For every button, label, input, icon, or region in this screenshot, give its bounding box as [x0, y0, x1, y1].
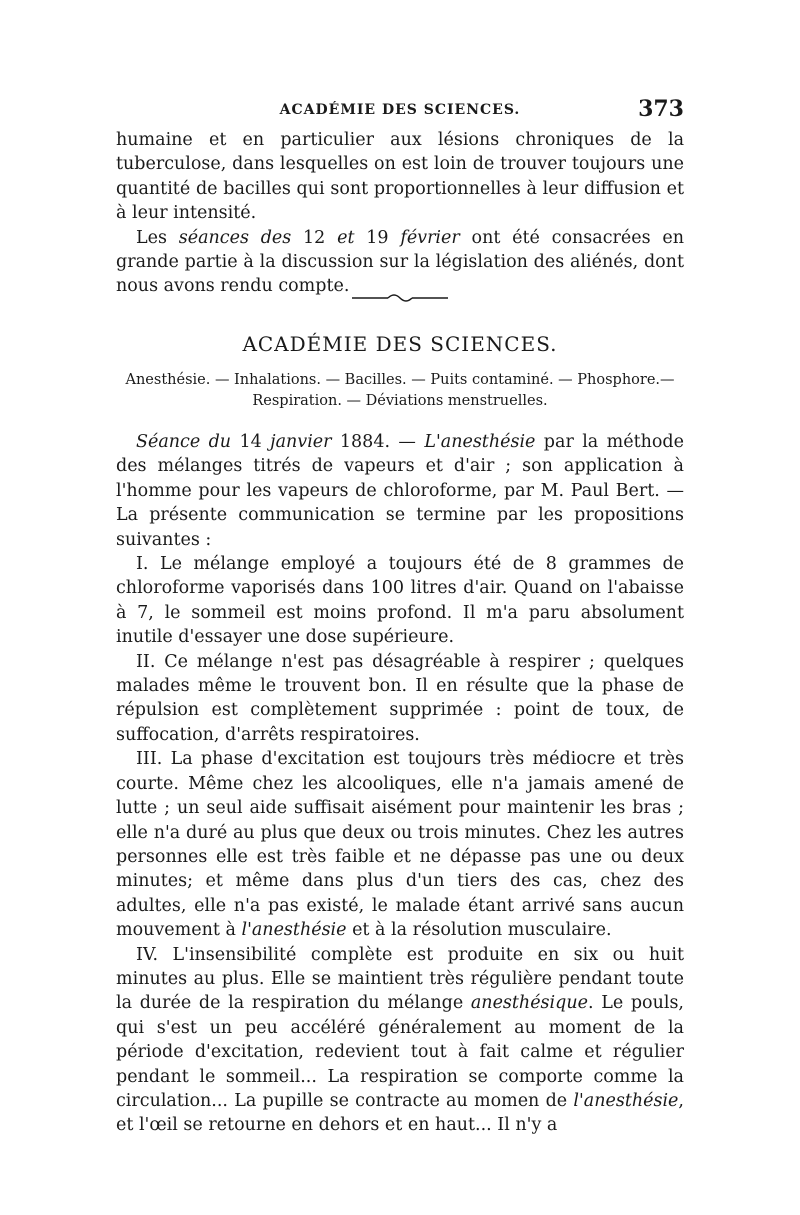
italic-run: séances des [178, 227, 292, 248]
italic-run: Séance du [136, 432, 232, 452]
intro-paragraph-1: humaine et en particulier aux lésions chroniques de la tuberculose, dans lesquelles on est loin de trouver toujours une quantité de bacilles qui sont proportionnelles à leur diffusion et à leur intensité. [116, 130, 684, 224]
summary-line-2: Respiration. — Déviations menstruelles. [252, 393, 548, 409]
text-run: . Le pouls, qui s'est un peu accéléré généralement au moment de la période d'excitation, redevient tout à fait calme et régulier pendant le sommeil... La respiration se comporte comme la circulation... La pupille se contracte au momen de [116, 993, 684, 1111]
section-divider-ornament [0, 292, 800, 306]
text-run: 19 [354, 227, 401, 248]
text-run: III. La phase d'excitation est toujours très médiocre et très courte. Même chez les alcooliques, elle n'a jamais amené de lutte ; un seul aide suffisait aisément pour maintenir les bras ; elle n'a duré au plus que deux ou trois minutes. Chez les autres personnes elle est très faible et ne dépasse pas une ou deux minutes; et même dans plus d'un tiers des cas, chez des adultes, elle n'a pas existé, le malade étant arrivé sans aucun mouvement à [116, 749, 684, 941]
intro-paragraph-2 [116, 226, 684, 299]
proposition-3 [116, 747, 684, 942]
flourish-icon [350, 292, 450, 304]
running-title: ACADÉMIE DES SCIENCES. [279, 102, 521, 118]
text-run: et à la résolution musculaire. [346, 920, 612, 941]
section-summary [116, 370, 684, 412]
session-text [116, 430, 684, 1138]
italic-run: et [337, 227, 355, 248]
section-heading: ACADÉMIE DES SCIENCES. [242, 332, 558, 356]
text-run: ont été consacrées en grande partie à la discussion sur la législation des aliénés, dont nous avons rendu compte. [116, 227, 684, 297]
proposition-2: II. Ce mélange n'est pas désagréable à respirer ; quelques malades même le trouvent bon. Il en résulte que la phase de répulsion est complètement supprimée : point de toux, de suffocation, d'arrêts respiratoires. [116, 651, 684, 745]
text-run: par la méthode des mélanges titrés de vapeurs et d'air ; son application à l'homme pour les vapeurs de chloroforme, par M. Paul Bert. — La présente communication se termine par les propositions suivantes : [116, 432, 684, 550]
text-run: IV. L'insensibilité complète est produite en six ou huit minutes au plus. Elle se maintient très régulière pendant toute la durée de la respiration du mélange [116, 944, 684, 1014]
proposition-4 [116, 943, 684, 1138]
text-run: 14 [231, 432, 271, 452]
proposition-1: I. Le mélange employé a toujours été de 8 grammes de chloroforme vaporisés dans 100 litres d'air. Quand on l'abaisse à 7, le sommeil est moins profond. Il m'a paru absolument inutile d'essayer une dose supérieure. [116, 554, 684, 648]
italic-run: L'anesthésie [424, 432, 536, 452]
text-run: , et l'œil se retourne en dehors et en haut... Il n'y a [116, 1090, 684, 1136]
summary-line-1: Anesthésie. — Inhalations. — Bacilles. — Puits contaminé. — Phosphore.— [125, 372, 675, 388]
text-run: 12 [291, 227, 338, 248]
italic-run: l'anesthésie [241, 920, 347, 941]
session-intro [116, 430, 684, 552]
intro-text [116, 128, 684, 299]
italic-run: l'anesthésie [573, 1090, 679, 1111]
italic-run: février [400, 227, 460, 248]
italic-run: janvier [270, 432, 332, 452]
italic-run: anesthésique [470, 993, 588, 1014]
text-run: Les [136, 227, 179, 248]
page-number: 373 [638, 96, 684, 122]
running-head [116, 96, 684, 124]
text-run: 1884. — [331, 432, 425, 452]
